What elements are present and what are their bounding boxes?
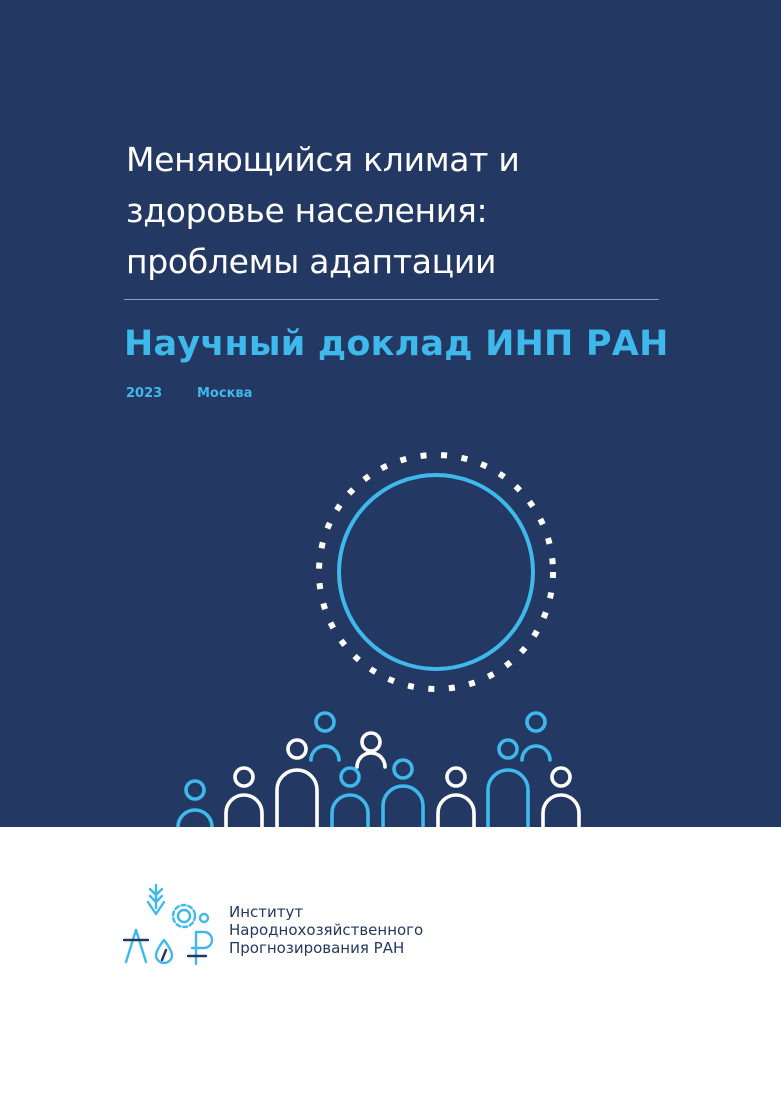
title-line-1: Меняющийся климат и xyxy=(126,140,520,179)
person-back-3 xyxy=(522,713,550,760)
institute-name-line-2: Народнохозяйственного xyxy=(229,921,424,939)
inp-ran-logo-icon xyxy=(120,880,220,970)
institute-name xyxy=(229,903,423,957)
sun-circle xyxy=(339,475,533,669)
people-group xyxy=(178,713,579,827)
institute-name-line-3: Прогнозирования РАН xyxy=(229,939,405,957)
sun-rays-ring xyxy=(319,455,553,689)
person-back-2 xyxy=(357,733,385,767)
person-front-2 xyxy=(226,768,262,827)
title-line-3: проблемы адаптации xyxy=(126,242,497,281)
report-subtitle: Научный доклад ИНП РАН xyxy=(124,324,669,364)
person-front-4 xyxy=(383,760,423,827)
publication-city: Москва xyxy=(197,386,253,401)
person-back-1 xyxy=(311,713,339,760)
publication-year: 2023 xyxy=(126,386,163,401)
person-front-5 xyxy=(438,768,474,827)
person-front-6 xyxy=(543,768,579,827)
cover-footer xyxy=(0,827,781,1098)
title-line-2: здоровье населения: xyxy=(126,191,488,230)
person-front-1 xyxy=(178,781,212,827)
institute-name-line-1: Институт xyxy=(229,903,304,921)
person-front-3 xyxy=(332,768,368,827)
